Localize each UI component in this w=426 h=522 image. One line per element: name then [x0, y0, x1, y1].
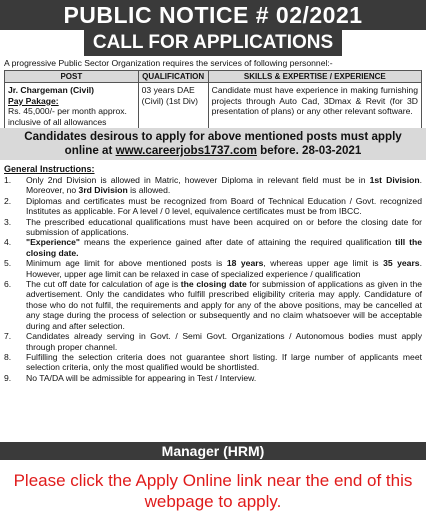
instruction-number: 2.	[4, 195, 12, 206]
instruction-text: Fulfilling the selection criteria does not guarantee short listing. If large number of applicants meet selection criteria, only the most qualified would be shortlisted.	[26, 351, 422, 373]
pay-package-label: Pay Pakage:	[8, 95, 59, 106]
apply-prefix: online at	[64, 144, 116, 157]
apply-line-2	[0, 144, 426, 158]
instruction-text: Candidates already serving in Govt. / Semi Govt. Organizations / Autonomous bodies must apply through proper channel.	[26, 331, 422, 352]
instruction-number: 5.	[4, 258, 12, 269]
manager-signature: Manager (HRM)	[0, 442, 426, 460]
instructions-list	[4, 175, 422, 383]
instruction-text: The prescribed educational qualifications must have been acquired on or before the closing date for submission of applications.	[26, 216, 422, 238]
instruction-text: Minimum age limit for above mentioned posts is 18 years, whereas upper age limit is 35 years. However, upper age limit can be relaxed in case of specialized experience / qualification	[26, 258, 422, 279]
instruction-number: 8.	[4, 351, 12, 362]
apply-instructions	[0, 128, 426, 160]
apply-deadline: before. 28-03-2021	[256, 144, 362, 157]
instruction-item	[4, 352, 422, 373]
pay-package-text: Rs. 45,000/- per month approx. inclusive of all allowances	[8, 106, 127, 127]
instruction-number: 9.	[4, 372, 12, 383]
apply-line-1: Candidates desirous to apply for above mentioned posts must apply	[24, 130, 402, 143]
intro-text: A progressive Public Sector Organization requires the services of following personnel:-	[4, 58, 333, 68]
column-header-post: POST	[5, 71, 139, 83]
instruction-text: The cut off date for calculation of age is the closing date for submission of applications as given in the advertisement. Only the candidates who fulfill prescribed eligibility criteria may apply. Candidature of those who do not fulfil, the requirements and apply for any of the above positions, may be cancelled at any stage during the process of selection or subsequently and no claim whatsoever will be acceptable during and after selection.	[26, 279, 422, 331]
instruction-item	[4, 258, 422, 279]
instruction-item	[4, 196, 422, 217]
call-for-applications-heading: CALL FOR APPLICATIONS	[84, 30, 342, 56]
instruction-item	[4, 373, 422, 383]
instruction-number: 3.	[4, 216, 12, 227]
instruction-number: 6.	[4, 279, 12, 290]
instruction-item	[4, 237, 422, 258]
post-cell	[5, 83, 139, 130]
column-header-qualification: QUALIFICATION	[138, 71, 208, 83]
instruction-text: No TA/DA will be admissible for appearing in Test / Interview.	[26, 372, 257, 383]
apply-online-note: Please click the Apply Online link near the end of this webpage to apply.	[13, 471, 413, 511]
qualification-cell: 03 years DAE (Civil) (1st Div)	[138, 83, 208, 130]
table-row	[5, 83, 422, 130]
post-title: Jr. Chargeman (Civil)	[8, 85, 94, 95]
instruction-item	[4, 175, 422, 196]
instruction-number: 4.	[4, 237, 12, 248]
instruction-text: Only 2nd Division is allowed in Matric, however Diploma in relevant field must be in 1st Division. Moreover, no 3rd Division is allowed.	[26, 175, 422, 196]
notice-title: PUBLIC NOTICE # 02/2021	[0, 0, 426, 30]
instructions-title: General Instructions:	[4, 164, 95, 174]
posts-table	[4, 70, 422, 130]
instruction-item	[4, 279, 422, 331]
instruction-text: "Experience" means the experience gained after date of attaining the required qualification till the closing date.	[26, 237, 422, 258]
column-header-skills: SKILLS & EXPERTISE / EXPERIENCE	[208, 71, 421, 83]
instruction-number: 7.	[4, 331, 12, 342]
instruction-item	[4, 217, 422, 238]
table-header-row	[5, 71, 422, 83]
instruction-number: 1.	[4, 175, 12, 185]
instruction-item	[4, 331, 422, 352]
career-website-link[interactable]: www.careerjobs1737.com	[115, 144, 257, 157]
skills-cell: Candidate must have experience in making furnishing projects through Auto Cad, 3Dmax & Revit (for 3D presentation of plans) or any other relevant software.	[208, 83, 421, 130]
instruction-text: Diplomas and certificates must be recognized from Board of Technical Education / Govt. recognized Institutes as applicable. For A level / 0 level, equivalence certificates must be from IBCC.	[26, 195, 422, 217]
